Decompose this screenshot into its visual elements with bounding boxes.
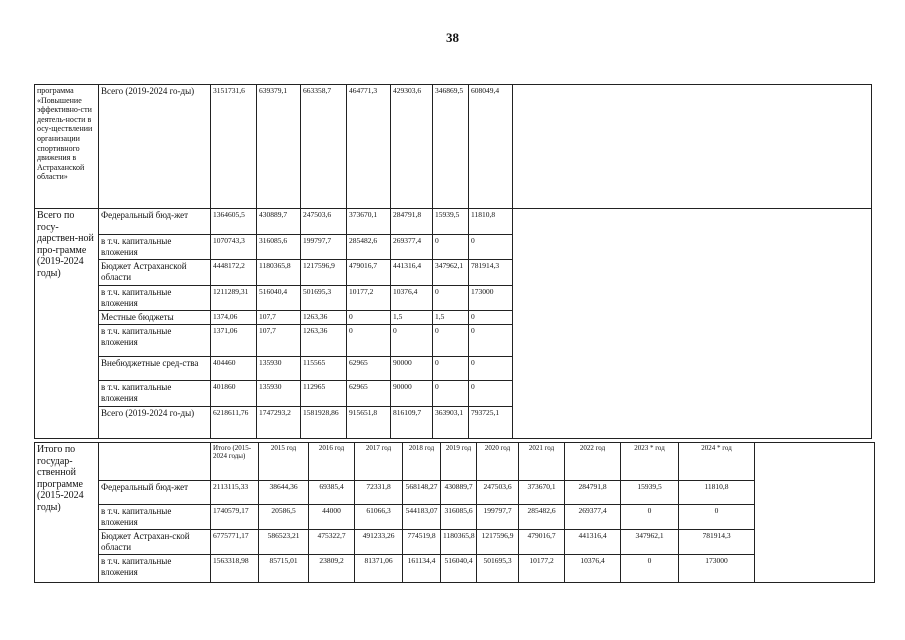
cell-2016: 44000 [309,505,355,530]
cell-2020: 112965 [301,381,347,407]
column-header: Итого (2015-2024 годы) [211,443,259,481]
cell-2024: 11810,8 [469,209,513,235]
cell-2023: 0 [433,325,469,357]
cell-total: 2113115,33 [211,481,259,505]
cell-2021: 10177,2 [347,286,391,311]
cell-2019: 316085,6 [441,505,477,530]
cell-total: 6218611,76 [211,407,257,439]
cell-2022: 284791,8 [391,209,433,235]
program-total-row [35,85,872,209]
cell-2021: 915651,8 [347,407,391,439]
cell-total: 1563318,98 [211,555,259,583]
column-header: 2022 год [565,443,621,481]
cell-total: 404460 [211,357,257,381]
cell-2024: 608049,4 [469,85,513,209]
cell-2020: 663358,7 [301,85,347,209]
cell-2021: 373670,1 [347,209,391,235]
cell-2023: 1,5 [433,311,469,325]
cell-2019: 639379,1 [257,85,301,209]
cell-2024: 173000 [469,286,513,311]
cell-2015: 85715,01 [259,555,309,583]
cell-2021: 0 [347,311,391,325]
row-category: Федеральный бюд-жет [99,209,211,235]
cell-2015: 38644,36 [259,481,309,505]
cell-2023: 15939,5 [433,209,469,235]
blank-cell [513,209,872,439]
cell-2022: 10376,4 [565,555,621,583]
cell-2017: 72331,8 [355,481,403,505]
program-funding-table-2015-2024 [34,442,905,583]
cell-2023: 15939,5 [621,481,679,505]
cell-2018: 544183,07 [403,505,441,530]
cell-2022: 10376,4 [391,286,433,311]
section-label: Всего по госу-дарствен-ной про-грамме (2019-2024 годы) [35,209,99,439]
cell-2015: 20586,5 [259,505,309,530]
cell-2022: 816109,7 [391,407,433,439]
cell-2024: 781914,3 [679,530,755,555]
cell-2019: 107,7 [257,325,301,357]
cell-2020: 501695,3 [301,286,347,311]
row-category: Федеральный бюд-жет [99,481,211,505]
cell-total: 1740579,17 [211,505,259,530]
cell-2020: 247503,6 [301,209,347,235]
column-header: 2020 год [477,443,519,481]
cell-2019: 1180365,8 [441,530,477,555]
cell-2020: 1217596,9 [301,260,347,286]
cell-2021: 479016,7 [519,530,565,555]
cell-2024: 781914,3 [469,260,513,286]
cell-2020: 1217596,9 [477,530,519,555]
header-row [35,443,905,481]
cell-total: 1374,06 [211,311,257,325]
cell-2022: 284791,8 [565,481,621,505]
program-label: программа «Повышение эффективно-сти деятель-ности в осу-ществлении организации спортивного движения в Астраханской области» [35,85,99,209]
cell-2019: 135930 [257,381,301,407]
cell-2016: 23809,2 [309,555,355,583]
column-header: 2024 * год [679,443,755,481]
cell-2022: 441316,4 [391,260,433,286]
cell-total: 1211289,31 [211,286,257,311]
cell-2024: 0 [469,357,513,381]
cell-2018: 774519,8 [403,530,441,555]
row-category: в т.ч. капитальные вложения [99,286,211,311]
cell-2019: 516040,4 [257,286,301,311]
cell-2022: 269377,4 [565,505,621,530]
cell-2019: 430889,7 [257,209,301,235]
row-category: Всего (2019-2024 го-ды) [99,407,211,439]
row-category: в т.ч. капитальные вложения [99,325,211,357]
cell-2024: 0 [469,381,513,407]
cell-2021: 479016,7 [347,260,391,286]
cell-2023: 0 [621,555,679,583]
cell-2020: 115565 [301,357,347,381]
column-header: 2017 год [355,443,403,481]
page-number: 38 [446,30,459,45]
cell-2024: 0 [469,325,513,357]
blank-cell [875,443,905,583]
cell-2017: 491233,26 [355,530,403,555]
cell-2020: 247503,6 [477,481,519,505]
cell-total: 1364605,5 [211,209,257,235]
cell-2015: 586523,21 [259,530,309,555]
cell-2020: 1263,36 [301,311,347,325]
cell-2019: 1180365,8 [257,260,301,286]
cell-2023: 346869,5 [433,85,469,209]
cell-2022: 269377,4 [391,235,433,260]
cell-2022: 0 [391,325,433,357]
row-category: в т.ч. капитальные вложения [99,381,211,407]
cell-2021: 10177,2 [519,555,565,583]
column-header: 2019 год [441,443,477,481]
cell-2022: 90000 [391,357,433,381]
cell-2022: 90000 [391,381,433,407]
row-category: Бюджет Астраханской области [99,260,211,286]
cell-2019: 135930 [257,357,301,381]
cell-2016: 475322,7 [309,530,355,555]
cell-2024: 0 [679,505,755,530]
cell-2022: 429303,6 [391,85,433,209]
cell-2019: 430889,7 [441,481,477,505]
cell-total: 3151731,6 [211,85,257,209]
blank-cell [513,85,872,209]
row-category: в т.ч. капитальные вложения [99,235,211,260]
cell-2024: 173000 [679,555,755,583]
row-category: в т.ч. капитальные вложения [99,505,211,530]
cell-2021: 285482,6 [519,505,565,530]
cell-2024: 793725,1 [469,407,513,439]
cell-2017: 81371,06 [355,555,403,583]
cell-2019: 1747293,2 [257,407,301,439]
cell-2018: 568148,27 [403,481,441,505]
cell-2020: 199797,7 [301,235,347,260]
cell-2021: 285482,6 [347,235,391,260]
cell-2021: 373670,1 [519,481,565,505]
row-category: Бюджет Астрахан-ской области [99,530,211,555]
cell-2024: 11810,8 [679,481,755,505]
cell-total: 1070743,3 [211,235,257,260]
cell-2020: 1581928,86 [301,407,347,439]
cell-2022: 1,5 [391,311,433,325]
cell-2021: 62965 [347,357,391,381]
column-header: 2016 год [309,443,355,481]
cell-2022: 441316,4 [565,530,621,555]
cell-2017: 61066,3 [355,505,403,530]
cell-2023: 347962,1 [433,260,469,286]
blank-header-cell [99,443,211,481]
row-category: Местные бюджеты [99,311,211,325]
cell-2018: 161134,4 [403,555,441,583]
cell-2020: 501695,3 [477,555,519,583]
cell-2023: 0 [433,286,469,311]
row-category: Всего (2019-2024 го-ды) [99,85,211,209]
cell-2020: 1263,36 [301,325,347,357]
cell-2023: 0 [621,505,679,530]
cell-2024: 0 [469,235,513,260]
section-label: Итого по государ-ственной программе (2015-2024 годы) [35,443,99,583]
cell-2024: 0 [469,311,513,325]
cell-total: 4448172,2 [211,260,257,286]
cell-2021: 62965 [347,381,391,407]
table-row [35,209,872,235]
column-header: 2021 год [519,443,565,481]
cell-2023: 347962,1 [621,530,679,555]
column-header: 2023 * год [621,443,679,481]
cell-2023: 0 [433,381,469,407]
cell-2023: 363903,1 [433,407,469,439]
blank-cell [755,443,875,583]
column-header: 2015 год [259,443,309,481]
cell-2020: 199797,7 [477,505,519,530]
cell-total: 1371,06 [211,325,257,357]
cell-2019: 107,7 [257,311,301,325]
cell-2021: 0 [347,325,391,357]
cell-total: 6775771,17 [211,530,259,555]
cell-total: 401860 [211,381,257,407]
cell-2016: 69385,4 [309,481,355,505]
cell-2019: 516040,4 [441,555,477,583]
row-category: в т.ч. капитальные вложения [99,555,211,583]
cell-2021: 464771,3 [347,85,391,209]
column-header: 2018 год [403,443,441,481]
cell-2023: 0 [433,357,469,381]
program-funding-table-2019-2024 [34,84,872,439]
row-category: Внебюджетные сред-ства [99,357,211,381]
cell-2019: 316085,6 [257,235,301,260]
cell-2023: 0 [433,235,469,260]
